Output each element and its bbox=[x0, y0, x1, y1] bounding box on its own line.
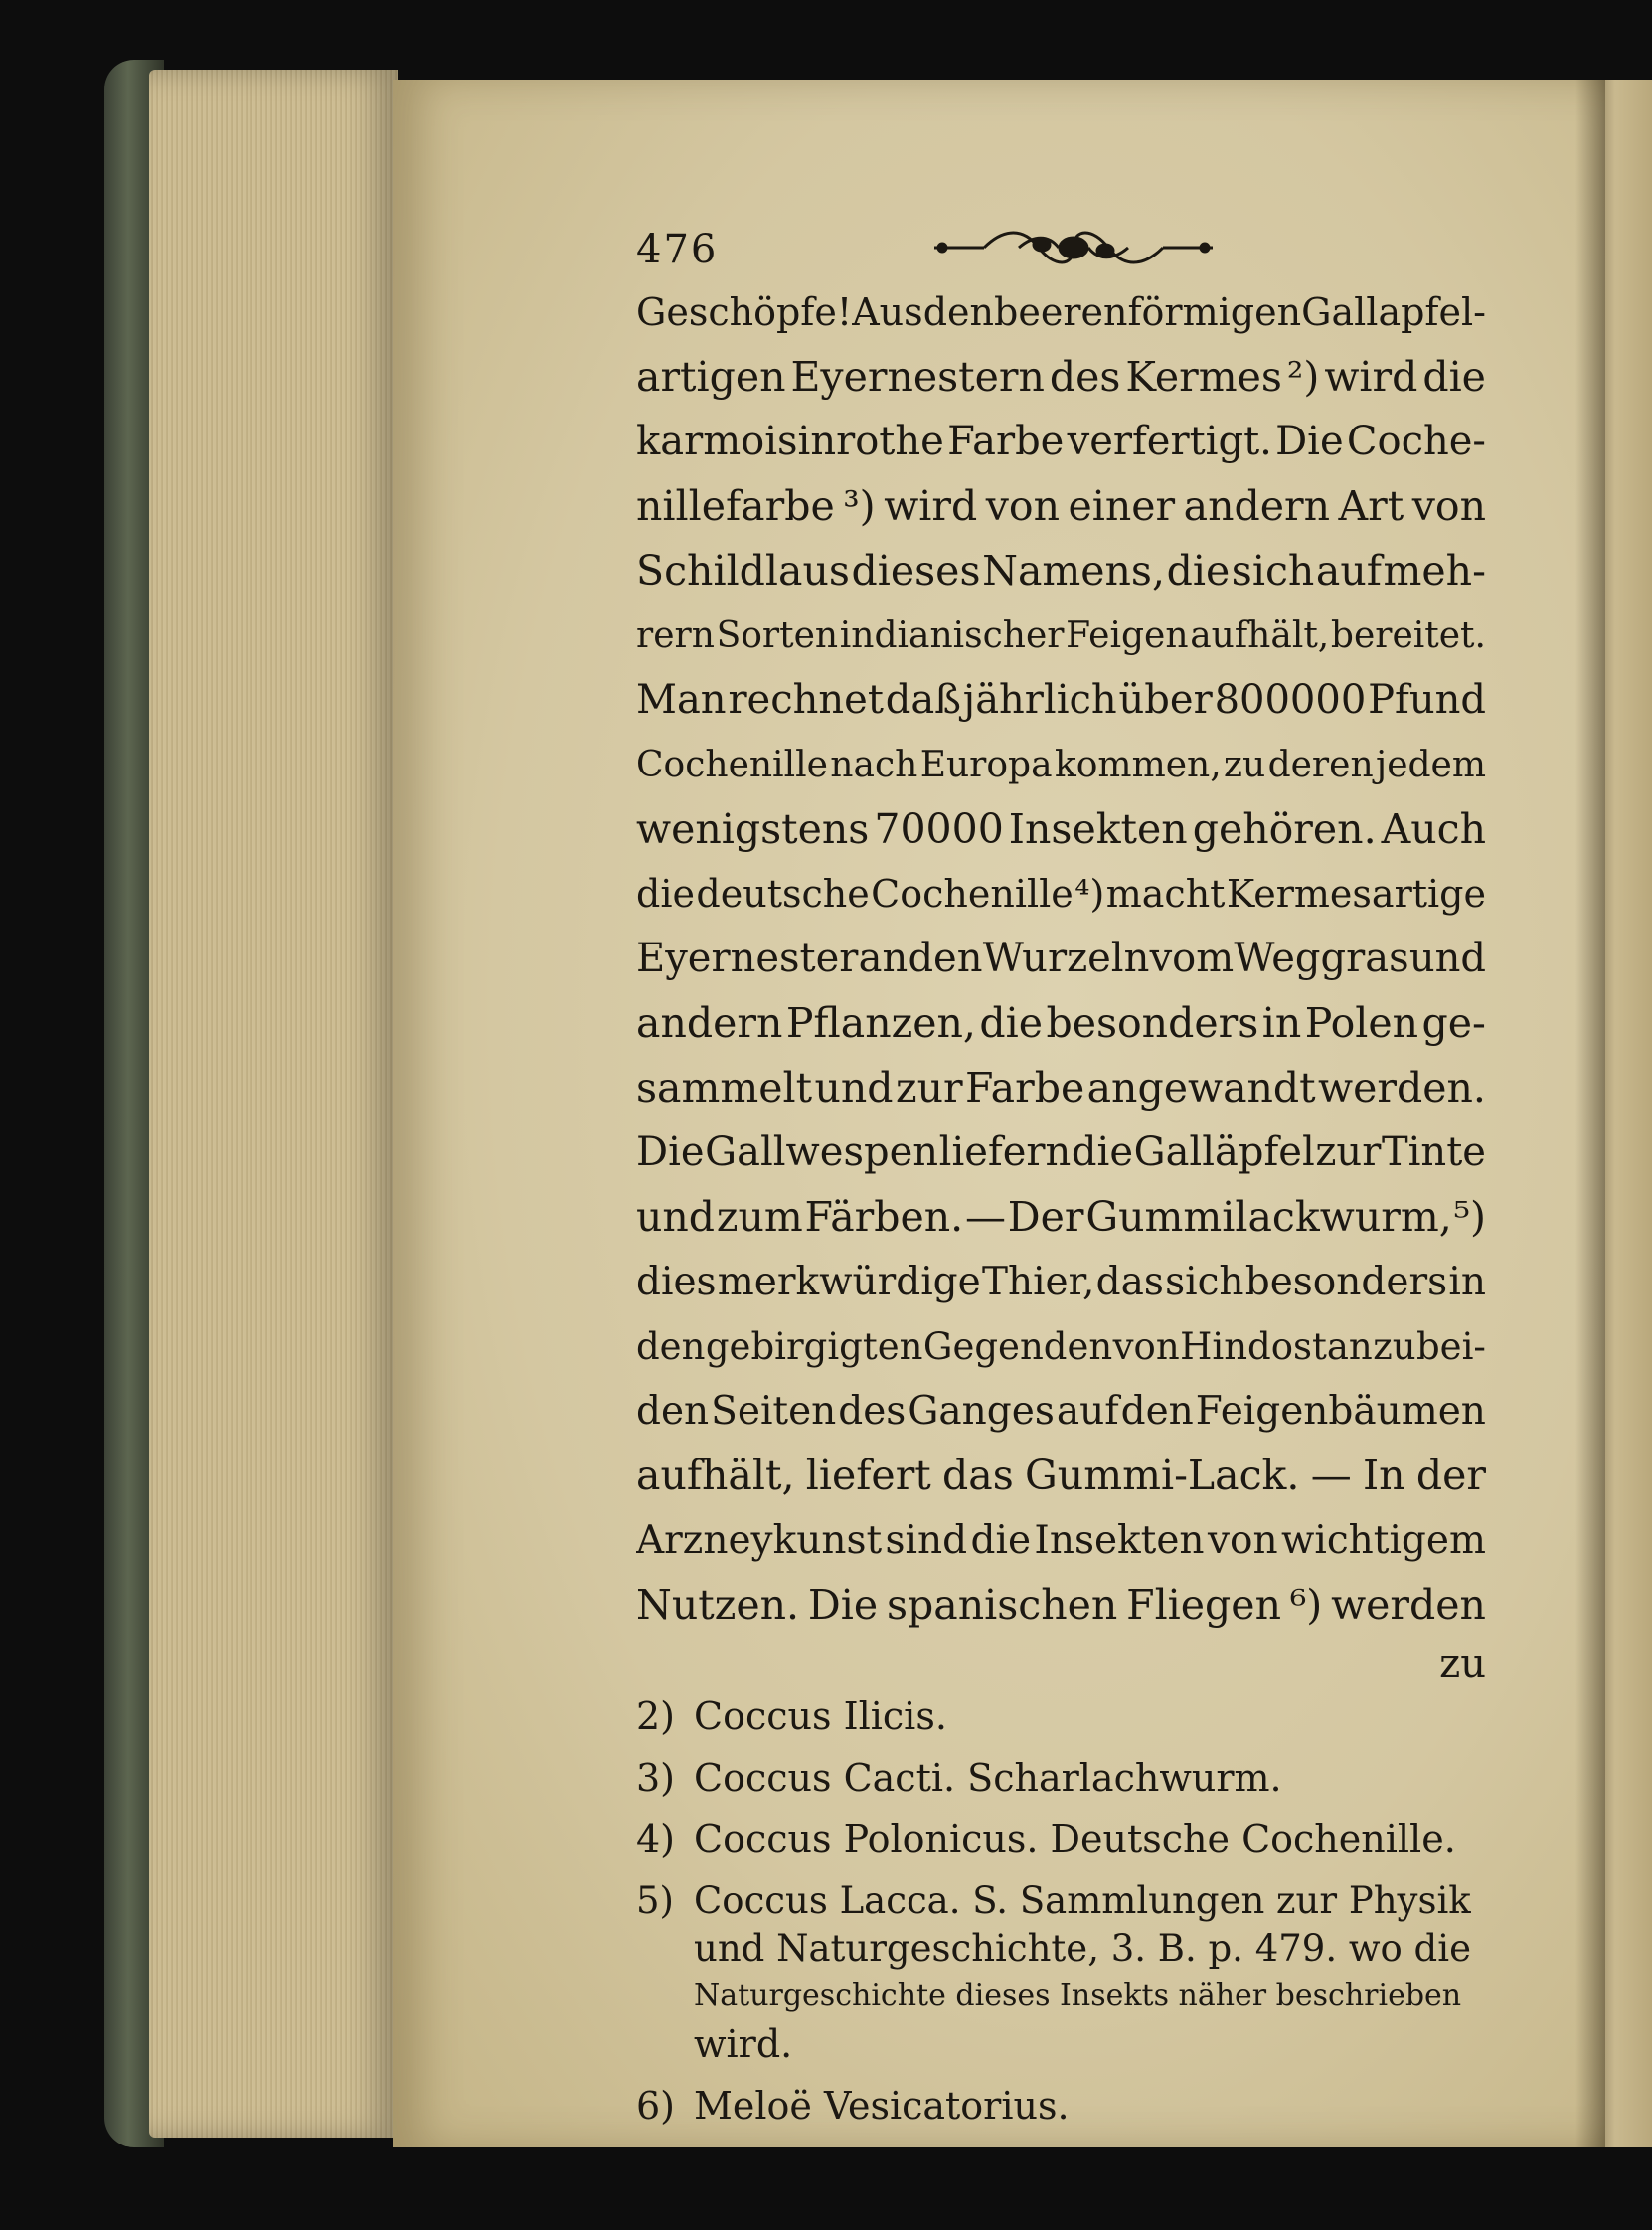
footnote-line: Naturgeschichte dieses Insekts näher beschrieben bbox=[694, 1978, 1462, 2013]
footnote-text: Coccus Polonicus. Deutsche Cochenille. bbox=[694, 1817, 1456, 1861]
printer-ornament-icon bbox=[924, 223, 1223, 272]
footnote-line bbox=[636, 2082, 1486, 2130]
page-gutter-shadow bbox=[1575, 80, 1605, 2147]
body-line: Geschöpfe! Aus den beerenförmigen Gallapfel- bbox=[636, 290, 1486, 334]
footnote-line bbox=[636, 1754, 1486, 1801]
footnotes bbox=[636, 1692, 1486, 2130]
body-line: die deutsche Cochenille ⁴) macht Kermesartige bbox=[636, 872, 1486, 916]
body-line: karmoisinrothe Farbe verfertigt. Die Coche- bbox=[636, 419, 1486, 464]
body-line: artigen Eyernestern des Kermes ²) wird die bbox=[636, 353, 1486, 401]
body-line: den gebirgigten Gegenden von Hindostan zu bei- bbox=[636, 1325, 1486, 1368]
body-line: wenigstens 70000 Insekten gehören. Auch bbox=[636, 805, 1486, 853]
footnote-number: 5) bbox=[636, 1879, 674, 1922]
body-line: und zum Färben. — Der Gummilackwurm, ⁵) bbox=[636, 1193, 1486, 1241]
body-line: Eyernester an den Wurzeln vom Weggras und bbox=[636, 936, 1486, 981]
footnote-text: Coccus Lacca. S. Sammlungen zur Physik bbox=[694, 1879, 1471, 1922]
footnote-line: wird. bbox=[694, 2022, 793, 2066]
footnote-line: und Naturgeschichte, 3. B. p. 479. wo die bbox=[694, 1927, 1471, 1970]
footnote-number: 4) bbox=[636, 1817, 676, 1861]
body-line: Arzneykunst sind die Insekten von wichtigem bbox=[636, 1518, 1486, 1563]
footnote-number: 2) bbox=[636, 1694, 676, 1738]
footnote-line bbox=[636, 1692, 1486, 1740]
body-line: Schildlaus dieses Namens, die sich auf meh- bbox=[636, 547, 1486, 595]
footnote bbox=[636, 1877, 1486, 2068]
body-line: andern Pflanzen, die besonders in Polen ge- bbox=[636, 999, 1486, 1047]
page-header bbox=[636, 221, 1486, 280]
footnote-number: 3) bbox=[636, 1756, 676, 1800]
footnote bbox=[636, 1754, 1486, 1801]
body-line: den Seiten des Ganges auf den Feigenbäumen bbox=[636, 1389, 1486, 1434]
page-text-block bbox=[636, 221, 1486, 2144]
footnote bbox=[636, 1815, 1486, 1863]
footnote-line bbox=[636, 1877, 1486, 1925]
footnote bbox=[636, 2082, 1486, 2130]
body-line: Nutzen. Die spanischen Fliegen ⁶) werden bbox=[636, 1581, 1486, 1629]
body-line: nillefarbe ³) wird von einer andern Art von bbox=[636, 482, 1486, 530]
body-line: Die Gallwespen liefern die Galläpfel zur Tinte bbox=[636, 1129, 1486, 1175]
body-line: dies merkwürdige Thier, das sich besonders in bbox=[636, 1260, 1486, 1304]
page-number: 476 bbox=[636, 227, 719, 272]
catchword: zu bbox=[1439, 1641, 1486, 1687]
body-line: aufhält, liefert das Gummi-Lack. — In der bbox=[636, 1452, 1486, 1499]
body-line: rern Sorten indianischer Feigen aufhält, bereitet. bbox=[636, 615, 1486, 656]
footnote-text: Coccus Cacti. Scharlachwurm. bbox=[694, 1756, 1282, 1800]
body-line: Cochenille nach Europa kommen, zu deren jedem bbox=[636, 745, 1486, 785]
footnote-text: Coccus Ilicis. bbox=[694, 1694, 947, 1738]
body-line: sammelt und zur Farbe angewandt werden. bbox=[636, 1064, 1486, 1112]
page-edges-stack bbox=[149, 70, 398, 2138]
footnote-text: Meloë Vesicatorius. bbox=[694, 2084, 1070, 2128]
body-text bbox=[636, 280, 1486, 1637]
footnote-line bbox=[636, 1815, 1486, 1863]
footnote-number: 6) bbox=[636, 2084, 676, 2128]
footnote bbox=[636, 1692, 1486, 1740]
body-line: Man rechnet daß jährlich über 800000 Pfund bbox=[636, 677, 1486, 723]
